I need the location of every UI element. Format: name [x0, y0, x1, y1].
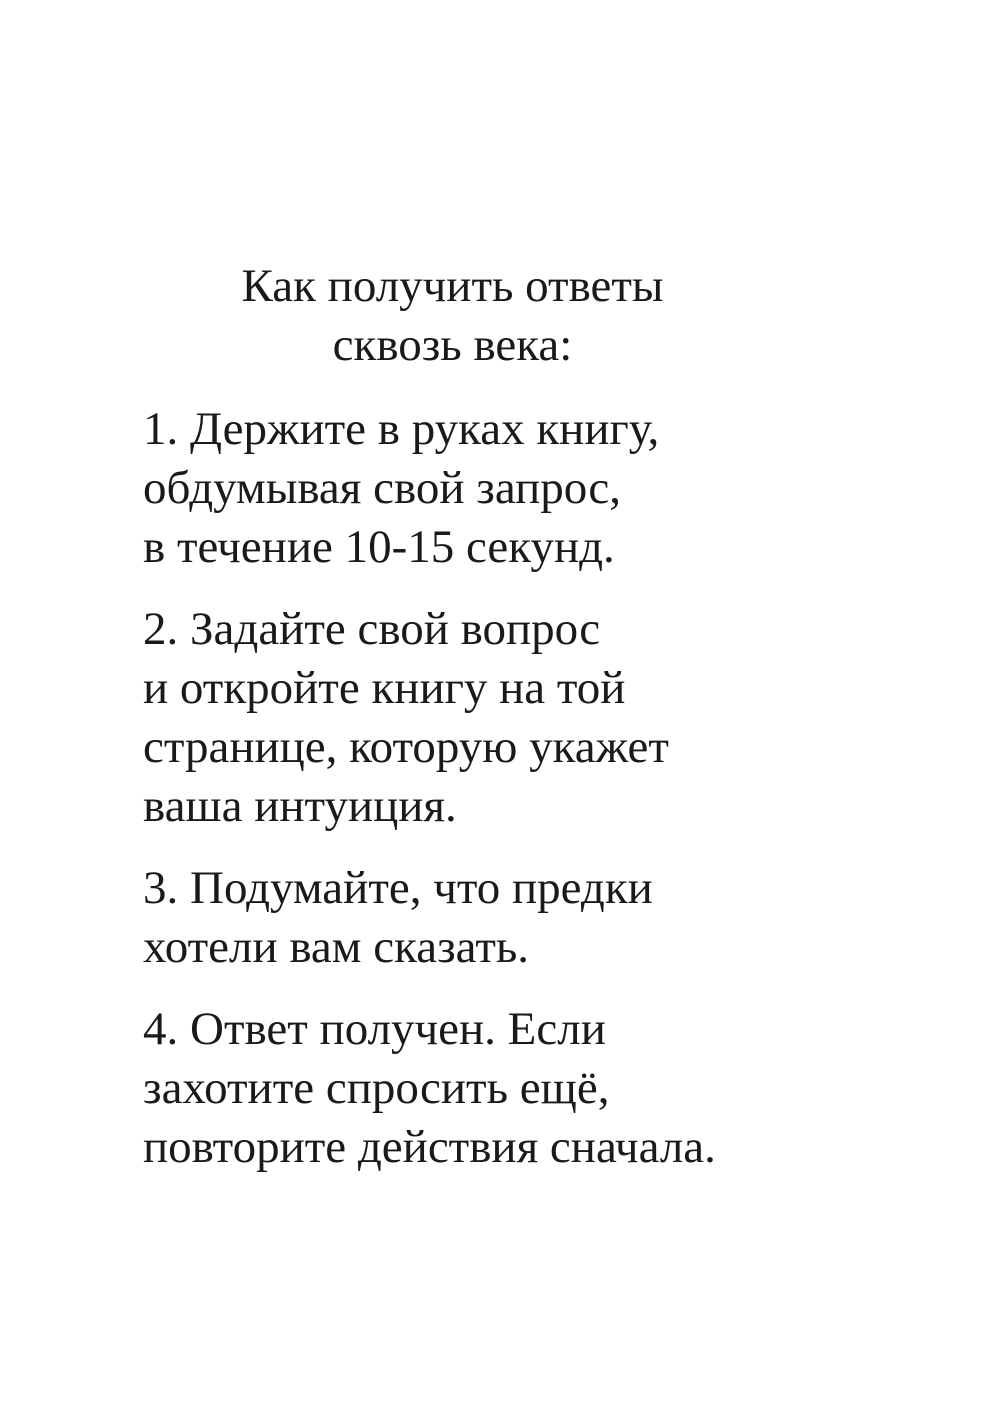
title-line: Как получить ответы: [241, 260, 664, 312]
step-line: 4. Ответ получен. Если: [143, 1003, 606, 1055]
instructions-list: [143, 400, 963, 1200]
step-line: обдумывая свой запрос,: [143, 462, 622, 514]
step-line: захотите спросить ещё,: [143, 1062, 610, 1114]
step-line: и откройте книгу на той: [143, 662, 626, 714]
step-line: повторите действия сначала.: [143, 1121, 716, 1173]
page-title: [0, 257, 905, 375]
instruction-step-3: [143, 859, 963, 977]
step-line: ваша интуиция.: [143, 780, 457, 832]
step-line: хотели вам сказать.: [143, 921, 530, 973]
title-line: сквозь века:: [332, 319, 573, 371]
step-line: 1. Держите в руках книгу,: [143, 403, 660, 455]
step-line: странице, которую укажет: [143, 721, 669, 773]
step-line: в течение 10-15 секунд.: [143, 521, 615, 573]
instruction-step-1: [143, 400, 963, 577]
step-line: 2. Задайте свой вопрос: [143, 603, 601, 655]
step-line: 3. Подумайте, что предки: [143, 862, 653, 914]
instruction-step-4: [143, 1000, 963, 1177]
instruction-step-2: [143, 600, 963, 836]
